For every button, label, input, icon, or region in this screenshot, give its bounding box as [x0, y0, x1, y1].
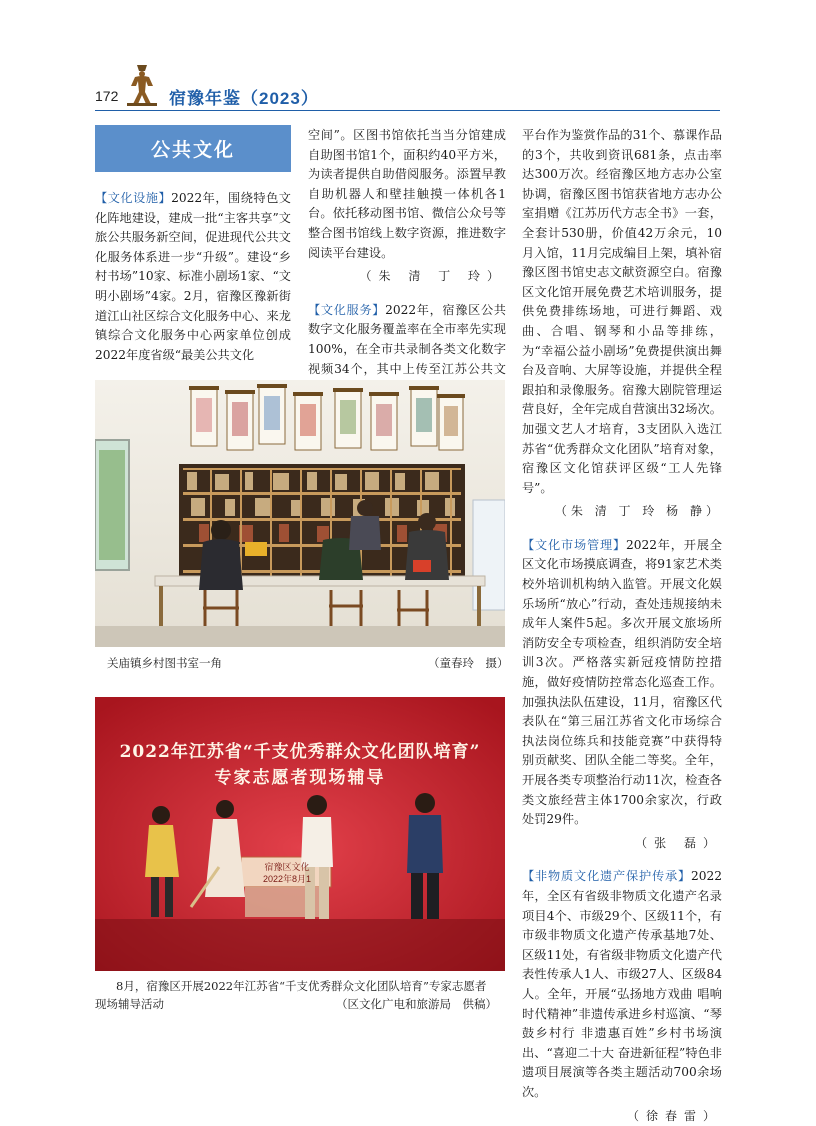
page-number: 172: [95, 88, 118, 104]
photo2-caption: [116, 977, 516, 995]
yearbook-logo-icon: [123, 62, 161, 106]
header-rule: [95, 110, 720, 111]
library-scene-illustration: [95, 380, 505, 647]
photo-rural-library: [95, 380, 505, 647]
author-credit: （徐春雷）: [522, 1107, 722, 1126]
table-sign: [247, 861, 327, 885]
photo1-credit: （童春玲 摄）: [428, 654, 509, 672]
subsection-tag: 【非物质文化遗产保护传承】: [522, 869, 691, 883]
stage-banner-line1: 2022年江苏省“千支优秀群众文化团队培育”: [95, 737, 505, 762]
column-2: [308, 126, 506, 399]
paragraph-text: 2022年，围绕特色文化阵地建设，建成一批“主客共享”文旅公共服务新空间，促进现代公共文化服务体系进一步“升级”。建设“乡村书场”10家、标准小剧场1家、“文明小剧场”4家。2月，宿豫区豫新街道江山社区综合文化服务中心、来龙镇综合文化服务中心两家单位创成2022年度省级“最美公共文化: [95, 191, 291, 362]
author-credit: （朱 清 丁 玲）: [308, 267, 506, 287]
photo2-caption-line2: 现场辅导活动: [95, 995, 164, 1013]
paragraph-market-management: [522, 536, 722, 830]
paragraph-text: 2022年，全区有省级非物质文化遗产名录项目4个、市级29个、区级11个，有市级非物质文化遗产传承基地7处、区级11处，有省级非物质文化遗产代表性传承人1人、市级27人、区级84人。全年，开展“弘扬地方戏曲 唱响时代精神”非遗传承进乡村巡演、“琴鼓乡村行 非遗惠百姓”乡村书场演出、“喜迎二十大 奋进新征程”特色非遗项目展演等各类主题活动700余场次。: [522, 869, 722, 1099]
author-credit: （朱 清 丁 玲 杨 静）: [522, 502, 722, 522]
section-title: 公共文化: [95, 125, 291, 172]
paragraph-intangible-heritage: [522, 867, 722, 1102]
page-header: [95, 62, 815, 110]
subsection-tag: 【文化服务】: [308, 303, 385, 317]
paragraph-library: 空间”。区图书馆依托当当分馆建成自助图书馆1个，面积约40平方米，为读者提供自助借阅服务。添置早教自助机器人和壁挂触摸一体机各1台。依托移动图书馆、微信公众号等整合图书馆线上数字资源，推进数字阅读平台建设。: [308, 126, 506, 263]
author-credit: （张 磊）: [522, 834, 722, 854]
stage-banner-line2: 专家志愿者现场辅导: [95, 763, 505, 788]
column-3: [522, 126, 722, 1126]
paragraph-text: 2022年，宿豫区公共数字文化服务覆盖率在全市率先实现100%，在全市共录制各类文化数字视频34个，其中上传至江苏公共文: [308, 303, 506, 395]
subsection-tag: 【文化设施】: [95, 191, 171, 205]
paragraph-text: 2022年，开展全区文化市场摸底调查，将91家艺术类校外培训机构纳入监管。开展文化娱乐场所“放心”行动，查处违规接纳未成年人案件5起。多次开展文旅场所消防安全专项检查，组织消防安全培训3次。严格落实新冠疫情防控措施，做好疫情防控常态化巡查工作。加强执法队伍建设，11月，宿豫区代表队在“第三届江苏省文化市场综合执法岗位练兵和技能竞赛”中获得特别贡献奖、团队全能二等奖。全年，开展各类专项整治行动11次，检查各类文旅经营主体1700余家次，行政处罚29件。: [522, 538, 722, 826]
table-sign-line1: 宿豫区文化: [247, 861, 327, 873]
yearbook-title: 宿豫年鉴（2023）: [169, 84, 319, 109]
photo2-credit: （区文化广电和旅游局 供稿）: [336, 995, 497, 1013]
photo1-caption: 关庙镇乡村图书室一角: [107, 654, 222, 672]
column-1: [95, 189, 291, 365]
subsection-tag: 【文化市场管理】: [522, 538, 626, 552]
photo2-caption-line1: 8月，宿豫区开展2022年江苏省“千支优秀群众文化团队培育”专家志愿者: [116, 977, 516, 995]
paragraph-services-continued: 平台作为鉴赏作品的31个、慕课作品的3个，共收到资讯681条，点击率达300万次。经宿豫区地方志办公室协调，宿豫区图书馆获省地方志办公室捐赠《江苏历代方志全书》一套，全套计530册，价值42万余元，10月入馆，11月完成编目上架，填补宿豫区图书馆史志文献资源空白。宿豫区文化馆开展免费艺术培训服务，提供免费排练场地，可进行舞蹈、戏曲、合唱、钢琴和小品等排练，为“幸福公益小剧场”免费提供演出舞台及音响、大屏等设施，并提供全程跟拍和录像服务。宿豫大剧院管理运营良好，全年完成自营演出32场次。加强文艺人才培育，3支团队入选江苏省“优秀群众文化团队”培育对象，宿豫区文化馆获评区级“工人先锋号”。: [522, 126, 722, 498]
paragraph-cultural-facilities: [95, 189, 291, 365]
photo-stage-event: [95, 697, 505, 971]
table-sign-line2: 2022年8月1: [247, 873, 327, 885]
